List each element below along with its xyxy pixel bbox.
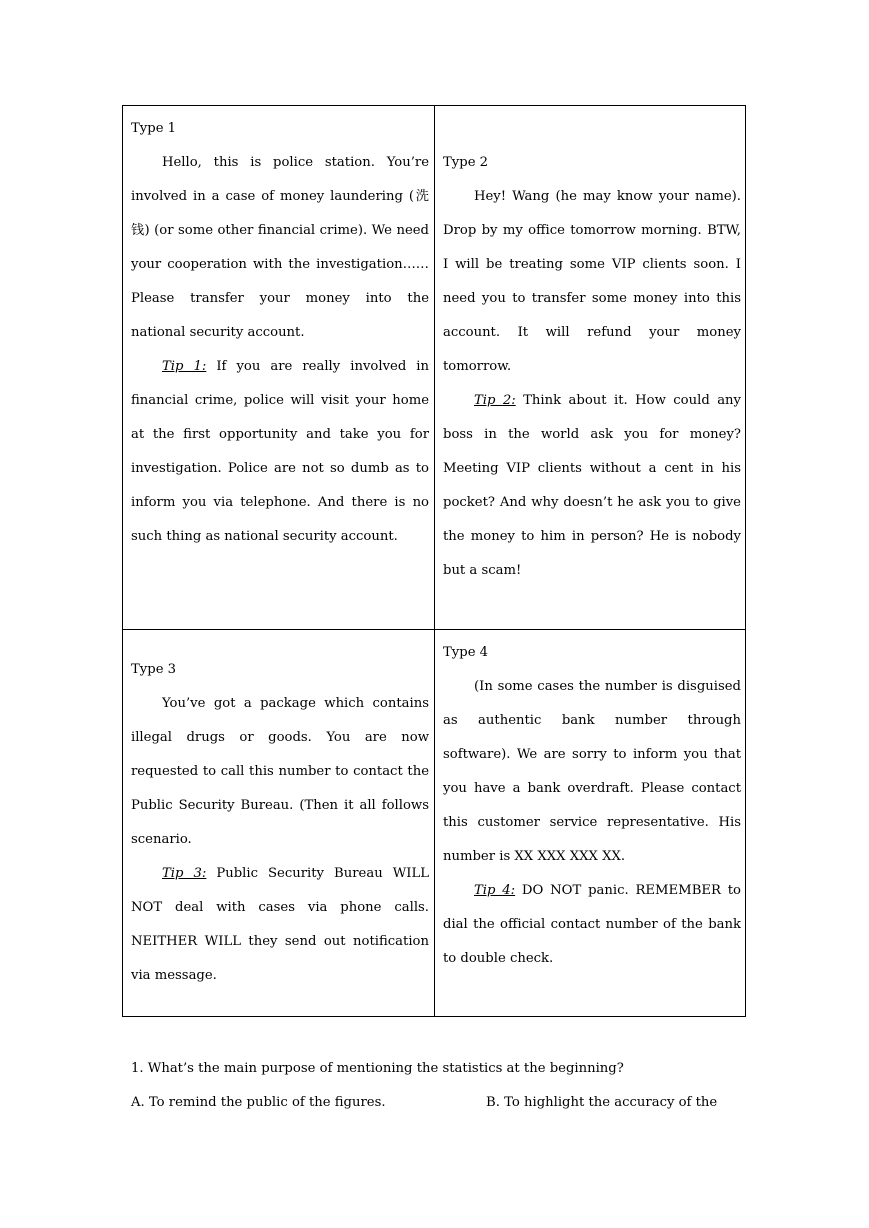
tip-label: Tip 1: bbox=[162, 359, 207, 374]
cell-type-3 bbox=[131, 653, 429, 993]
option-b: B. To highlight the accuracy of the bbox=[486, 1095, 718, 1110]
tip-text: DO NOT panic. REMEMBER to dial the official contact number of the bank to double check. bbox=[443, 883, 741, 966]
cell-body: Hey! Wang (he may know your name). Drop by my office tomorrow morning. BTW, I will be treating some VIP clients soon. I need you to transfer some money into this account. It will refund your money tomorrow. bbox=[443, 189, 741, 374]
question-stem: 1. What’s the main purpose of mentioning the statistics at the beginning? bbox=[131, 1061, 624, 1076]
option-a: A. To remind the public of the figures. bbox=[131, 1095, 386, 1110]
cell-body: Hello, this is police station. You’re involved in a case of money laundering (洗钱) (or some other financial crime). We need your cooperation with the investigation…… Please transfer your money into the national security account. bbox=[131, 155, 429, 340]
tip-text: If you are really involved in financial crime, police will visit your home at the first opportunity and take you for investigation. Police are not so dumb as to inform you via telephone. And there is no such thing as national security account. bbox=[131, 359, 430, 544]
cell-tip bbox=[443, 384, 741, 588]
cell-tip bbox=[443, 874, 741, 976]
cell-title: Type 1 bbox=[131, 121, 177, 136]
tip-text: Public Security Bureau WILL NOT deal with cases via phone calls. NEITHER WILL they send out notification via message. bbox=[131, 866, 429, 983]
cell-body: You’ve got a package which contains illegal drugs or goods. You are now requested to call this number to contact the Public Security Bureau. (Then it all follows scenario. bbox=[131, 696, 429, 847]
tip-text: Think about it. How could any boss in the world ask you for money? Meeting VIP clients without a cent in his pocket? And why doesn’t he ask you to give the money to him in person? He is nobody but a scam! bbox=[443, 393, 741, 578]
cell-title: Type 2 bbox=[443, 155, 489, 170]
cell-body: (In some cases the number is disguised as authentic bank number through software). We are sorry to inform you that you have a bank overdraft. Please contact this customer service representative. His number is XX XXX XXX XX. bbox=[443, 679, 741, 864]
cell-type-1 bbox=[131, 112, 429, 554]
tip-label: Tip 2: bbox=[474, 393, 516, 408]
cell-title: Type 4 bbox=[443, 645, 489, 660]
tip-label: Tip 3: bbox=[162, 866, 207, 881]
cell-title: Type 3 bbox=[131, 662, 177, 677]
cell-type-2 bbox=[443, 146, 741, 588]
table-divider-horizontal bbox=[122, 629, 746, 630]
tip-label: Tip 4: bbox=[474, 883, 516, 898]
cell-tip bbox=[131, 350, 429, 554]
cell-type-4 bbox=[443, 636, 741, 976]
cell-tip bbox=[131, 857, 429, 993]
table-divider-vertical bbox=[434, 105, 435, 1017]
